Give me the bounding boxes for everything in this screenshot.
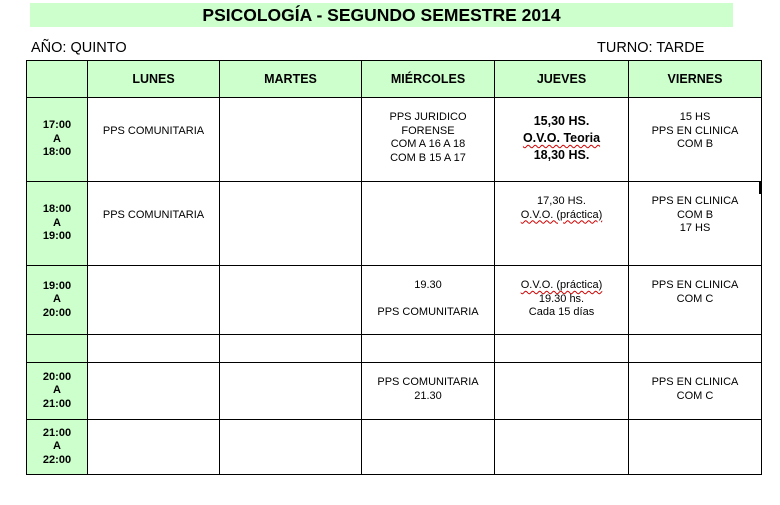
cell-martes-17 — [220, 98, 362, 182]
cell-miercoles-19: 19.30 PPS COMUNITARIA — [362, 266, 495, 335]
page-title: PSICOLOGÍA - SEGUNDO SEMESTRE 2014 — [202, 5, 561, 25]
schedule-table — [26, 60, 762, 475]
cell-miercoles-17: PPS JURIDICO FORENSE COM A 16 A 18 COM B 15 A 17 — [362, 98, 495, 182]
cell-miercoles-20: PPS COMUNITARIA 21.30 — [362, 363, 495, 420]
table-row — [27, 98, 762, 182]
cell-lunes-21 — [88, 420, 220, 475]
cell-viernes-18: PPS EN CLINICA COM B 17 HS — [629, 182, 762, 266]
cell-lunes-18: PPS COMUNITARIA — [88, 182, 220, 266]
time-slot-21-22: 21:00 A 22:00 — [27, 420, 88, 475]
cell-miercoles-21 — [362, 420, 495, 475]
cell-jueves-21 — [495, 420, 629, 475]
header-row — [27, 61, 762, 98]
shift-label: TURNO: TARDE — [597, 40, 705, 56]
day-header-lunes: LUNES — [88, 61, 220, 98]
cell-martes-21 — [220, 420, 362, 475]
cell-lunes-19 — [88, 266, 220, 335]
time-slot-17-18: 17:00 A 18:00 — [27, 98, 88, 182]
cell-viernes-19: PPS EN CLINICA COM C — [629, 266, 762, 335]
day-header-miercoles: MIÉRCOLES — [362, 61, 495, 98]
table-row — [27, 363, 762, 420]
time-slot-18-19: 18:00 A 19:00 — [27, 182, 88, 266]
cell-martes-20 — [220, 363, 362, 420]
day-header-jueves: JUEVES — [495, 61, 629, 98]
corner-cell — [27, 61, 88, 98]
time-slot-19-20: 19:00 A 20:00 — [27, 266, 88, 335]
year-label: AÑO: QUINTO — [31, 40, 127, 56]
spacer-time-cell — [27, 335, 88, 363]
cell-jueves-20 — [495, 363, 629, 420]
day-header-martes: MARTES — [220, 61, 362, 98]
table-row — [27, 266, 762, 335]
cell-jueves-18: 17,30 HS. O.V.O. (práctica) — [495, 182, 629, 266]
spacer-row — [27, 335, 762, 363]
cell-lunes-17: PPS COMUNITARIA — [88, 98, 220, 182]
cell-viernes-17: 15 HS PPS EN CLINICA COM B — [629, 98, 762, 182]
table-row — [27, 182, 762, 266]
cell-martes-19 — [220, 266, 362, 335]
cell-jueves-19: O.V.O. (práctica) 19.30 hs. Cada 15 días — [495, 266, 629, 335]
cell-miercoles-18 — [362, 182, 495, 266]
table-row — [27, 420, 762, 475]
cell-lunes-20 — [88, 363, 220, 420]
cell-martes-18 — [220, 182, 362, 266]
cell-viernes-20: PPS EN CLINICA COM C — [629, 363, 762, 420]
cell-jueves-17: 15,30 HS. O.V.O. Teoria 18,30 HS. — [495, 98, 629, 182]
cell-viernes-21 — [629, 420, 762, 475]
time-slot-20-21: 20:00 A 21:00 — [27, 363, 88, 420]
day-header-viernes: VIERNES — [629, 61, 762, 98]
